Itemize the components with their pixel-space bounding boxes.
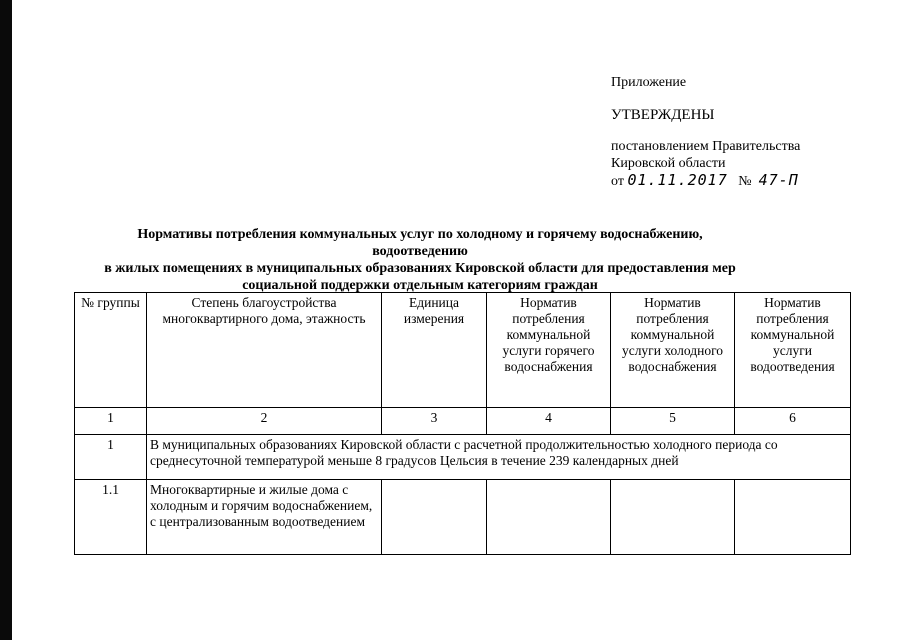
decree-date-line bbox=[611, 172, 841, 190]
subgroup-row bbox=[75, 480, 851, 555]
column-number: 4 bbox=[487, 408, 611, 435]
handwritten-number: 47-П bbox=[758, 171, 799, 189]
table-header-row bbox=[75, 293, 851, 408]
subgroup-hot-water-cell bbox=[487, 480, 611, 555]
column-number: 3 bbox=[382, 408, 487, 435]
subgroup-description: Многоквартирные и жилые дома с холодным и горячим водоснабжением, с централизованным водоотведением bbox=[147, 480, 382, 555]
header-unit: Единица измерения bbox=[382, 293, 487, 408]
title-line-1: Нормативы потребления коммунальных услуг по холодному и горячему водоснабжению, водоотведению bbox=[137, 227, 703, 259]
header-improvement-degree: Степень благоустройства многоквартирного дома, этажность bbox=[147, 293, 382, 408]
header-group-number: № группы bbox=[75, 293, 147, 408]
title-line-2: в жилых помещениях в муниципальных образованиях Кировской области для предоставления мер bbox=[104, 261, 736, 276]
handwritten-date: 01.11.2017 bbox=[627, 171, 728, 189]
decree-line-2: Кировской области bbox=[611, 156, 726, 171]
decree-line-1: постановлением Правительства bbox=[611, 139, 801, 154]
scan-edge bbox=[0, 0, 12, 640]
column-number: 1 bbox=[75, 408, 147, 435]
column-number: 5 bbox=[611, 408, 735, 435]
approved-label: УТВЕРЖДЕНЫ bbox=[611, 107, 715, 123]
group-row bbox=[75, 435, 851, 480]
group-number: 1 bbox=[75, 435, 147, 480]
appendix-label: Приложение bbox=[611, 75, 687, 90]
subgroup-number: 1.1 bbox=[75, 480, 147, 555]
subgroup-cold-water-cell bbox=[611, 480, 735, 555]
header-drainage-norm: Норматив потребления коммунальной услуги водоотведения bbox=[735, 293, 851, 408]
approval-block bbox=[611, 74, 841, 190]
column-number: 2 bbox=[147, 408, 382, 435]
subgroup-drainage-cell bbox=[735, 480, 851, 555]
title-line-3: социальной поддержки отдельным категориям граждан bbox=[242, 278, 598, 293]
subgroup-unit-cell bbox=[382, 480, 487, 555]
header-hot-water-norm: Норматив потребления коммунальной услуги горячего водоснабжения bbox=[487, 293, 611, 408]
number-sign: № bbox=[738, 174, 752, 189]
norms-table bbox=[74, 292, 851, 555]
from-prefix: от bbox=[611, 174, 624, 189]
header-cold-water-norm: Норматив потребления коммунальной услуги холодного водоснабжения bbox=[611, 293, 735, 408]
document-title bbox=[100, 226, 740, 294]
column-number: 6 bbox=[735, 408, 851, 435]
column-number-row bbox=[75, 408, 851, 435]
group-description: В муниципальных образованиях Кировской области с расчетной продолжительностью холодного периода со среднесуточной температурой меньше 8 градусов Цельсия в течение 239 календарных дней bbox=[147, 435, 851, 480]
